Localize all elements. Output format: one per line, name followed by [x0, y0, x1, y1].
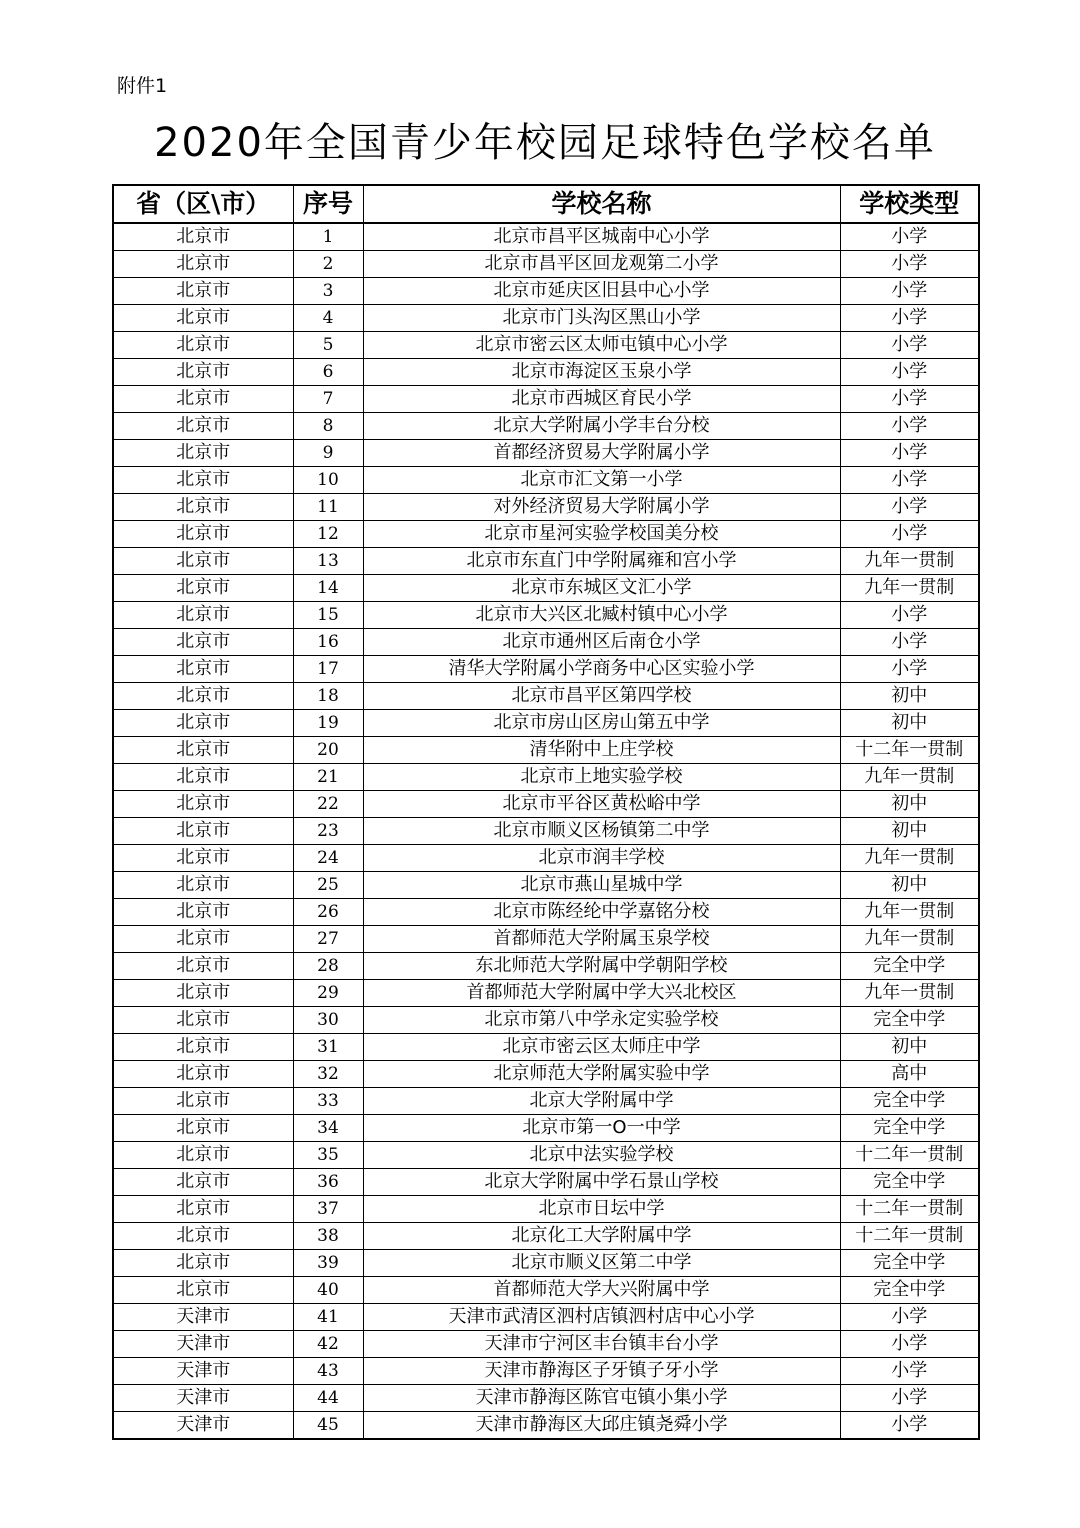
province-cell: 北京市: [113, 1250, 293, 1277]
table-row: [113, 278, 979, 305]
table-row: [113, 440, 979, 467]
school-type-cell: 初中: [840, 1034, 979, 1061]
province-cell: 北京市: [113, 980, 293, 1007]
number-cell: 18: [293, 683, 363, 710]
table-row: [113, 1358, 979, 1385]
province-cell: 天津市: [113, 1331, 293, 1358]
header-province: 省（区\市）: [113, 185, 293, 223]
province-cell: 北京市: [113, 629, 293, 656]
province-cell: 北京市: [113, 737, 293, 764]
province-cell: 北京市: [113, 764, 293, 791]
province-cell: 北京市: [113, 575, 293, 602]
number-cell: 29: [293, 980, 363, 1007]
province-cell: 北京市: [113, 494, 293, 521]
table-row: [113, 1331, 979, 1358]
province-cell: 北京市: [113, 1169, 293, 1196]
table-row: [113, 521, 979, 548]
school-type-cell: 小学: [840, 223, 979, 251]
table-header-row: [113, 185, 979, 223]
school-type-cell: 初中: [840, 710, 979, 737]
table-row: [113, 1250, 979, 1277]
school-type-cell: 九年一贯制: [840, 980, 979, 1007]
table-row: [113, 1007, 979, 1034]
number-cell: 35: [293, 1142, 363, 1169]
province-cell: 北京市: [113, 683, 293, 710]
number-cell: 45: [293, 1412, 363, 1440]
school-type-cell: 九年一贯制: [840, 575, 979, 602]
number-cell: 27: [293, 926, 363, 953]
number-cell: 20: [293, 737, 363, 764]
school-name-cell: 北京市顺义区第二中学: [363, 1250, 840, 1277]
table-row: [113, 899, 979, 926]
province-cell: 北京市: [113, 467, 293, 494]
table-row: [113, 926, 979, 953]
school-type-cell: 十二年一贯制: [840, 1196, 979, 1223]
school-type-cell: 小学: [840, 602, 979, 629]
school-type-cell: 小学: [840, 251, 979, 278]
number-cell: 24: [293, 845, 363, 872]
header-school-type: 学校类型: [840, 185, 979, 223]
table-row: [113, 1385, 979, 1412]
school-type-cell: 高中: [840, 1061, 979, 1088]
province-cell: 北京市: [113, 413, 293, 440]
province-cell: 天津市: [113, 1304, 293, 1331]
school-name-cell: 北京中法实验学校: [363, 1142, 840, 1169]
school-type-cell: 完全中学: [840, 953, 979, 980]
table-row: [113, 737, 979, 764]
number-cell: 7: [293, 386, 363, 413]
province-cell: 北京市: [113, 791, 293, 818]
number-cell: 19: [293, 710, 363, 737]
table-row: [113, 1277, 979, 1304]
school-type-cell: 小学: [840, 494, 979, 521]
number-cell: 36: [293, 1169, 363, 1196]
number-cell: 26: [293, 899, 363, 926]
province-cell: 北京市: [113, 845, 293, 872]
province-cell: 北京市: [113, 1223, 293, 1250]
school-name-cell: 北京市通州区后南仓小学: [363, 629, 840, 656]
province-cell: 北京市: [113, 602, 293, 629]
school-name-cell: 北京市大兴区北臧村镇中心小学: [363, 602, 840, 629]
province-cell: 天津市: [113, 1385, 293, 1412]
school-type-cell: 小学: [840, 305, 979, 332]
table-row: [113, 359, 979, 386]
province-cell: 北京市: [113, 818, 293, 845]
school-type-cell: 小学: [840, 278, 979, 305]
school-name-cell: 首都师范大学大兴附属中学: [363, 1277, 840, 1304]
school-type-cell: 初中: [840, 818, 979, 845]
number-cell: 16: [293, 629, 363, 656]
table-row: [113, 1142, 979, 1169]
header-school-name: 学校名称: [363, 185, 840, 223]
school-name-cell: 北京师范大学附属实验中学: [363, 1061, 840, 1088]
table-row: [113, 494, 979, 521]
number-cell: 42: [293, 1331, 363, 1358]
number-cell: 12: [293, 521, 363, 548]
table-row: [113, 1034, 979, 1061]
table-row: [113, 818, 979, 845]
number-cell: 40: [293, 1277, 363, 1304]
school-type-cell: 十二年一贯制: [840, 1223, 979, 1250]
province-cell: 北京市: [113, 305, 293, 332]
school-type-cell: 小学: [840, 1412, 979, 1440]
school-name-cell: 北京大学附属小学丰台分校: [363, 413, 840, 440]
table-row: [113, 467, 979, 494]
school-type-cell: 小学: [840, 467, 979, 494]
school-type-cell: 小学: [840, 386, 979, 413]
school-name-cell: 北京市东城区文汇小学: [363, 575, 840, 602]
number-cell: 4: [293, 305, 363, 332]
school-type-cell: 九年一贯制: [840, 899, 979, 926]
table-row: [113, 656, 979, 683]
province-cell: 北京市: [113, 1196, 293, 1223]
school-name-cell: 北京市平谷区黄松峪中学: [363, 791, 840, 818]
school-name-cell: 北京市第八中学永定实验学校: [363, 1007, 840, 1034]
province-cell: 北京市: [113, 440, 293, 467]
province-cell: 北京市: [113, 332, 293, 359]
province-cell: 北京市: [113, 1142, 293, 1169]
school-name-cell: 北京市汇文第一小学: [363, 467, 840, 494]
number-cell: 15: [293, 602, 363, 629]
number-cell: 5: [293, 332, 363, 359]
table-row: [113, 575, 979, 602]
school-type-cell: 小学: [840, 1304, 979, 1331]
school-name-cell: 北京市门头沟区黑山小学: [363, 305, 840, 332]
school-name-cell: 北京市海淀区玉泉小学: [363, 359, 840, 386]
number-cell: 30: [293, 1007, 363, 1034]
number-cell: 43: [293, 1358, 363, 1385]
table-row: [113, 305, 979, 332]
number-cell: 44: [293, 1385, 363, 1412]
province-cell: 北京市: [113, 1277, 293, 1304]
table-row: [113, 223, 979, 251]
school-type-cell: 十二年一贯制: [840, 1142, 979, 1169]
table-row: [113, 1223, 979, 1250]
number-cell: 13: [293, 548, 363, 575]
school-type-cell: 小学: [840, 440, 979, 467]
number-cell: 1: [293, 223, 363, 251]
number-cell: 23: [293, 818, 363, 845]
table-row: [113, 845, 979, 872]
number-cell: 21: [293, 764, 363, 791]
school-type-cell: 完全中学: [840, 1250, 979, 1277]
school-type-cell: 九年一贯制: [840, 926, 979, 953]
school-type-cell: 九年一贯制: [840, 548, 979, 575]
school-type-cell: 十二年一贯制: [840, 737, 979, 764]
province-cell: 北京市: [113, 521, 293, 548]
school-name-cell: 清华大学附属小学商务中心区实验小学: [363, 656, 840, 683]
school-name-cell: 北京市昌平区第四学校: [363, 683, 840, 710]
province-cell: 北京市: [113, 386, 293, 413]
province-cell: 北京市: [113, 926, 293, 953]
province-cell: 北京市: [113, 223, 293, 251]
school-type-cell: 完全中学: [840, 1115, 979, 1142]
school-name-cell: 北京市日坛中学: [363, 1196, 840, 1223]
table-body: [113, 223, 979, 1439]
number-cell: 17: [293, 656, 363, 683]
table-row: [113, 629, 979, 656]
province-cell: 北京市: [113, 953, 293, 980]
province-cell: 北京市: [113, 872, 293, 899]
province-cell: 天津市: [113, 1412, 293, 1440]
school-name-cell: 北京市顺义区杨镇第二中学: [363, 818, 840, 845]
school-type-cell: 小学: [840, 656, 979, 683]
school-name-cell: 北京市东直门中学附属雍和宫小学: [363, 548, 840, 575]
province-cell: 北京市: [113, 899, 293, 926]
school-name-cell: 北京市润丰学校: [363, 845, 840, 872]
number-cell: 39: [293, 1250, 363, 1277]
table-row: [113, 764, 979, 791]
number-cell: 3: [293, 278, 363, 305]
school-name-cell: 北京市密云区太师庄中学: [363, 1034, 840, 1061]
province-cell: 北京市: [113, 548, 293, 575]
school-type-cell: 初中: [840, 683, 979, 710]
school-name-cell: 北京市星河实验学校国美分校: [363, 521, 840, 548]
school-name-cell: 北京市密云区太师屯镇中心小学: [363, 332, 840, 359]
province-cell: 天津市: [113, 1358, 293, 1385]
number-cell: 33: [293, 1088, 363, 1115]
school-name-cell: 北京市陈经纶中学嘉铭分校: [363, 899, 840, 926]
school-name-cell: 北京市昌平区回龙观第二小学: [363, 251, 840, 278]
table-row: [113, 251, 979, 278]
school-type-cell: 九年一贯制: [840, 845, 979, 872]
table-row: [113, 953, 979, 980]
table-row: [113, 710, 979, 737]
number-cell: 32: [293, 1061, 363, 1088]
school-name-cell: 天津市静海区陈官屯镇小集小学: [363, 1385, 840, 1412]
province-cell: 北京市: [113, 1034, 293, 1061]
school-type-cell: 初中: [840, 872, 979, 899]
number-cell: 28: [293, 953, 363, 980]
number-cell: 37: [293, 1196, 363, 1223]
number-cell: 41: [293, 1304, 363, 1331]
school-name-cell: 北京化工大学附属中学: [363, 1223, 840, 1250]
school-list-table: [112, 184, 980, 1440]
school-name-cell: 北京市上地实验学校: [363, 764, 840, 791]
school-name-cell: 清华附中上庄学校: [363, 737, 840, 764]
school-name-cell: 首都经济贸易大学附属小学: [363, 440, 840, 467]
school-name-cell: 天津市宁河区丰台镇丰台小学: [363, 1331, 840, 1358]
province-cell: 北京市: [113, 1061, 293, 1088]
school-name-cell: 北京大学附属中学石景山学校: [363, 1169, 840, 1196]
school-type-cell: 小学: [840, 359, 979, 386]
table-row: [113, 683, 979, 710]
school-name-cell: 北京市昌平区城南中心小学: [363, 223, 840, 251]
school-name-cell: 北京市延庆区旧县中心小学: [363, 278, 840, 305]
province-cell: 北京市: [113, 359, 293, 386]
province-cell: 北京市: [113, 656, 293, 683]
school-type-cell: 完全中学: [840, 1088, 979, 1115]
province-cell: 北京市: [113, 1115, 293, 1142]
school-type-cell: 完全中学: [840, 1007, 979, 1034]
table-row: [113, 791, 979, 818]
school-name-cell: 天津市静海区子牙镇子牙小学: [363, 1358, 840, 1385]
number-cell: 11: [293, 494, 363, 521]
header-number: 序号: [293, 185, 363, 223]
table-row: [113, 332, 979, 359]
school-name-cell: 首都师范大学附属玉泉学校: [363, 926, 840, 953]
number-cell: 6: [293, 359, 363, 386]
number-cell: 9: [293, 440, 363, 467]
number-cell: 8: [293, 413, 363, 440]
number-cell: 34: [293, 1115, 363, 1142]
school-name-cell: 东北师范大学附属中学朝阳学校: [363, 953, 840, 980]
table-row: [113, 980, 979, 1007]
table-row: [113, 548, 979, 575]
number-cell: 25: [293, 872, 363, 899]
school-type-cell: 完全中学: [840, 1277, 979, 1304]
school-name-cell: 对外经济贸易大学附属小学: [363, 494, 840, 521]
table-row: [113, 1061, 979, 1088]
school-name-cell: 首都师范大学附属中学大兴北校区: [363, 980, 840, 1007]
province-cell: 北京市: [113, 1007, 293, 1034]
province-cell: 北京市: [113, 251, 293, 278]
table-row: [113, 1169, 979, 1196]
school-name-cell: 北京市第一O一中学: [363, 1115, 840, 1142]
province-cell: 北京市: [113, 710, 293, 737]
table-row: [113, 1196, 979, 1223]
school-name-cell: 北京市燕山星城中学: [363, 872, 840, 899]
number-cell: 22: [293, 791, 363, 818]
school-name-cell: 天津市静海区大邱庄镇尧舜小学: [363, 1412, 840, 1440]
school-name-cell: 北京市西城区育民小学: [363, 386, 840, 413]
number-cell: 10: [293, 467, 363, 494]
school-type-cell: 九年一贯制: [840, 764, 979, 791]
school-type-cell: 初中: [840, 791, 979, 818]
table-row: [113, 602, 979, 629]
document-title: 2020年全国青少年校园足球特色学校名单: [154, 120, 936, 166]
table-row: [113, 1088, 979, 1115]
school-name-cell: 北京市房山区房山第五中学: [363, 710, 840, 737]
school-type-cell: 小学: [840, 332, 979, 359]
table-row: [113, 1304, 979, 1331]
province-cell: 北京市: [113, 1088, 293, 1115]
school-type-cell: 小学: [840, 521, 979, 548]
number-cell: 2: [293, 251, 363, 278]
school-type-cell: 小学: [840, 1331, 979, 1358]
attachment-label: 附件1: [117, 75, 168, 97]
table-row: [113, 413, 979, 440]
school-type-cell: 小学: [840, 413, 979, 440]
school-name-cell: 天津市武清区泗村店镇泗村店中心小学: [363, 1304, 840, 1331]
school-type-cell: 小学: [840, 629, 979, 656]
table-row: [113, 1412, 979, 1440]
school-type-cell: 小学: [840, 1385, 979, 1412]
school-type-cell: 完全中学: [840, 1169, 979, 1196]
number-cell: 14: [293, 575, 363, 602]
number-cell: 38: [293, 1223, 363, 1250]
table-row: [113, 1115, 979, 1142]
school-name-cell: 北京大学附属中学: [363, 1088, 840, 1115]
number-cell: 31: [293, 1034, 363, 1061]
school-type-cell: 小学: [840, 1358, 979, 1385]
table-row: [113, 872, 979, 899]
table-row: [113, 386, 979, 413]
province-cell: 北京市: [113, 278, 293, 305]
